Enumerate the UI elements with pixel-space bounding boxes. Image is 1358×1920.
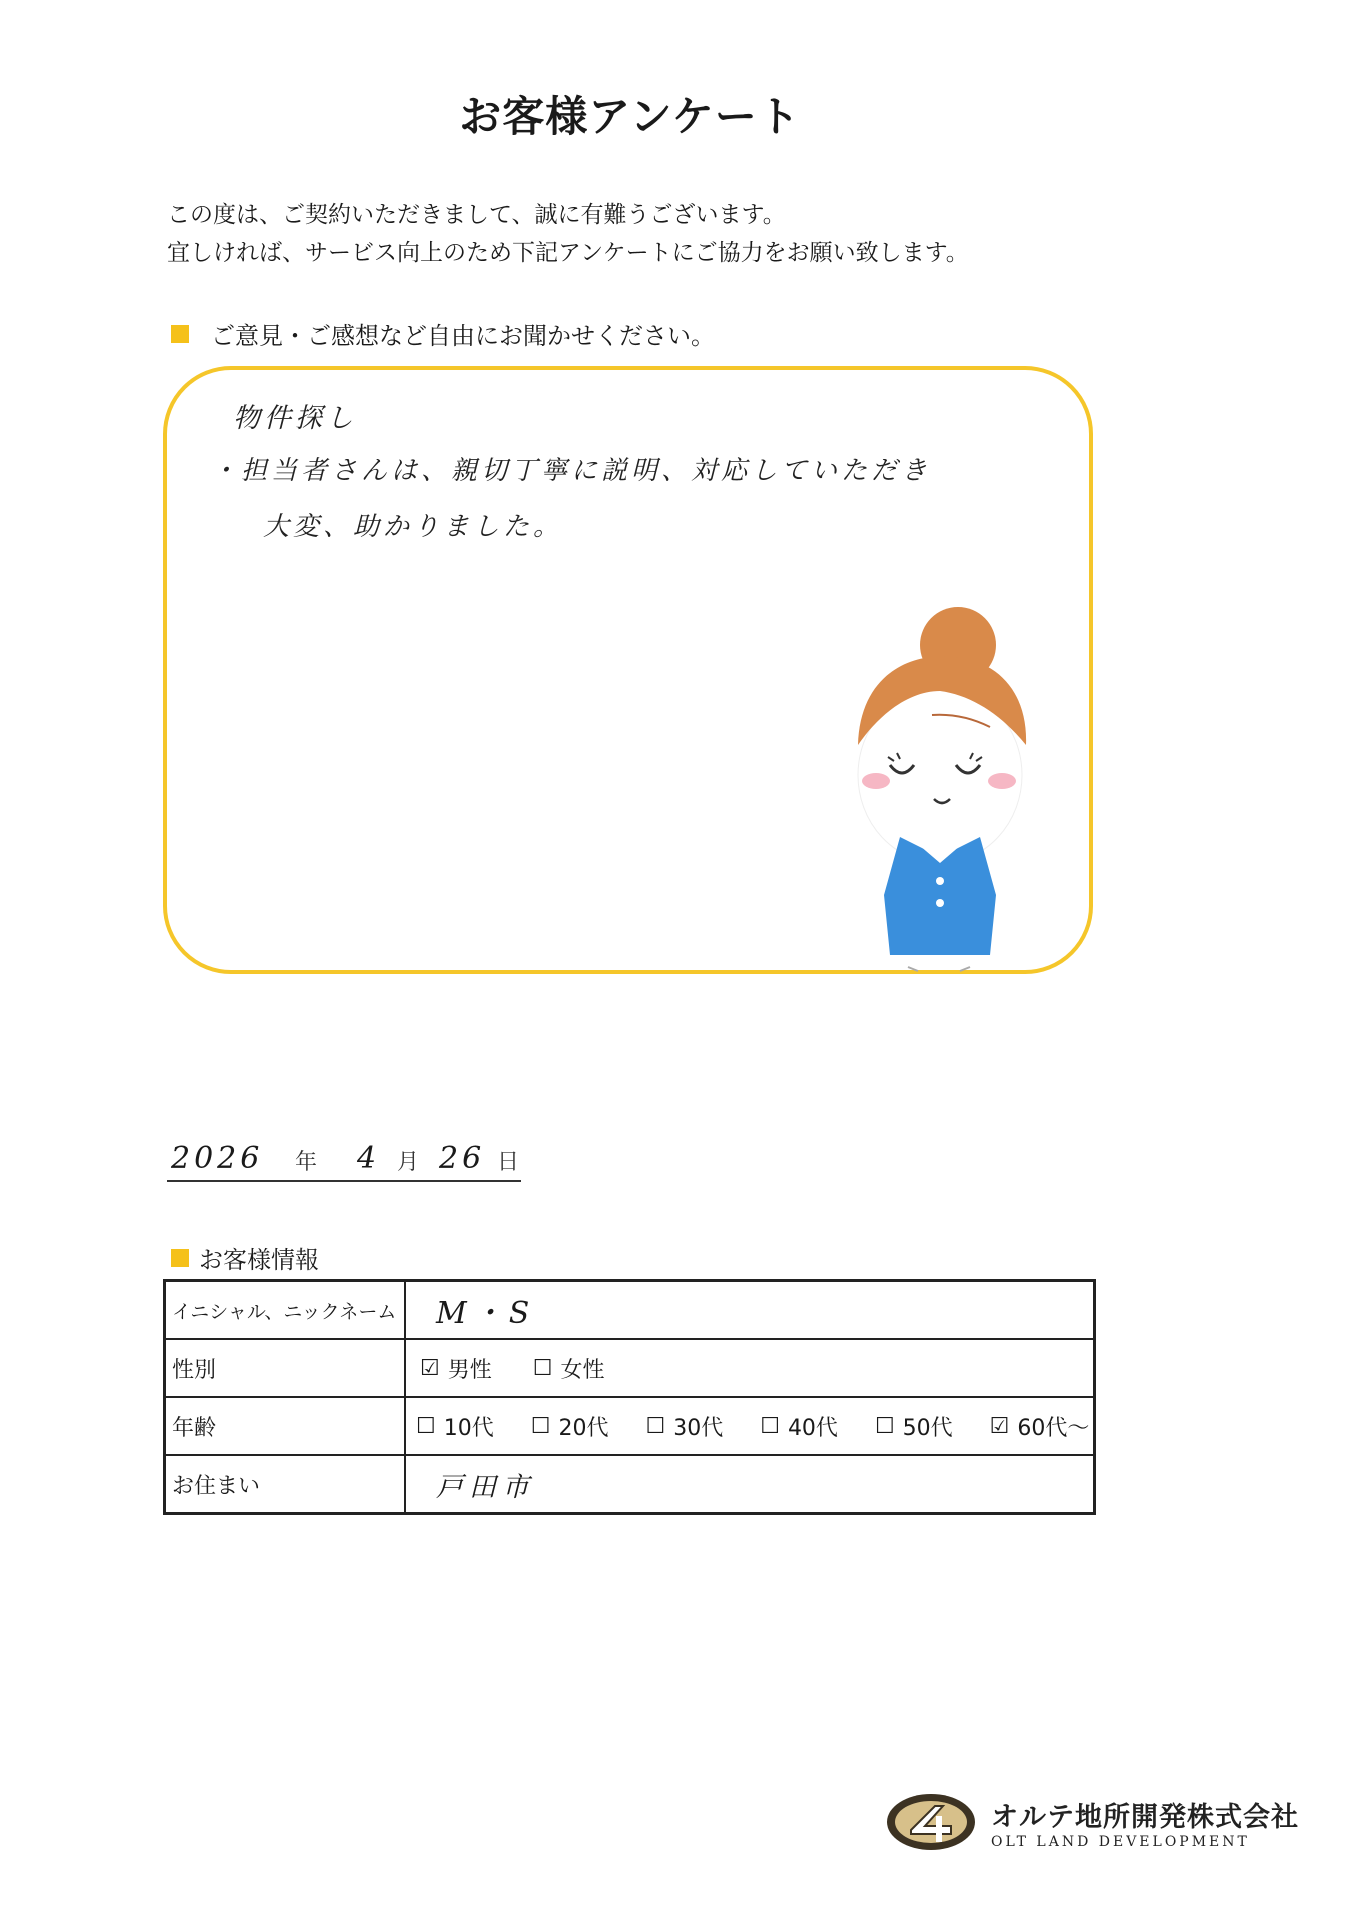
comment-line-2: ・担当者さんは、親切丁寧に説明、対応していただき (211, 456, 932, 486)
mascot-right-cheek (988, 773, 1016, 789)
table-row (165, 1397, 1095, 1455)
option-label: 女性 (560, 1357, 605, 1383)
option-label: 30代 (673, 1415, 724, 1441)
initials-field[interactable] (405, 1281, 1095, 1340)
checkbox-icon[interactable]: ☐ (416, 1413, 436, 1439)
page-title: お客様アンケート (459, 92, 801, 141)
residence-field[interactable] (405, 1455, 1095, 1514)
table-row (165, 1281, 1095, 1340)
comment-line-1: 物件探し (233, 403, 357, 434)
comment-heading-text: ご意見・ご感想など自由にお聞かせください。 (211, 322, 715, 350)
option-label: 40代 (787, 1415, 838, 1441)
age-option-40s[interactable] (760, 1411, 838, 1442)
checkbox-icon[interactable]: ☐ (874, 1413, 895, 1439)
age-option-50s[interactable] (875, 1411, 953, 1442)
checked-checkbox-icon[interactable]: ☑ (989, 1413, 1010, 1439)
date-year: 2026 (171, 1141, 264, 1176)
age-label: 年齢 (165, 1397, 406, 1455)
comment-line-3: 大変、助かりました。 (263, 512, 564, 542)
company-logo (885, 1792, 1299, 1852)
checked-checkbox-icon[interactable]: ☑ (420, 1355, 440, 1381)
date-field[interactable] (167, 1140, 521, 1182)
company-name-en: OLT LAND DEVELOPMENT (991, 1833, 1250, 1850)
age-option-10s[interactable] (416, 1411, 494, 1442)
checkbox-icon[interactable]: ☐ (760, 1413, 780, 1439)
age-option-30s[interactable] (645, 1411, 723, 1442)
checkbox-icon[interactable]: ☐ (645, 1413, 666, 1439)
yellow-square-bullet-icon (171, 1249, 189, 1267)
option-label: 男性 (447, 1357, 492, 1383)
option-label: 50代 (902, 1415, 953, 1441)
intro-line-1: この度は、ご契約いただきまして、誠に有難うございます。 (167, 202, 786, 228)
customer-section-heading (171, 1240, 319, 1275)
date-year-unit: 年 (295, 1150, 318, 1175)
customer-heading-text: お客様情報 (199, 1246, 319, 1274)
table-row (165, 1339, 1095, 1397)
residence-value: 戸田市 (436, 1471, 535, 1503)
date-day: 26 (439, 1141, 486, 1176)
option-label: 60代～ (1017, 1415, 1090, 1441)
checkbox-icon[interactable]: ☐ (530, 1413, 551, 1439)
gender-label: 性別 (165, 1339, 406, 1397)
mascot-left-cheek (862, 773, 890, 789)
intro-text (167, 196, 969, 272)
age-option-60s-plus[interactable] (990, 1411, 1090, 1442)
customer-info-table (163, 1279, 1096, 1515)
option-label: 20代 (558, 1415, 609, 1441)
age-options (405, 1397, 1095, 1455)
age-option-20s[interactable] (531, 1411, 609, 1442)
table-row (165, 1455, 1095, 1514)
mascot-illustration (850, 595, 1050, 975)
date-day-unit: 日 (497, 1150, 520, 1175)
company-name-jp: オルテ地所開発株式会社 (991, 1801, 1299, 1833)
gender-options (405, 1339, 1095, 1397)
comment-section-heading (171, 316, 715, 351)
date-month-unit: 月 (397, 1150, 420, 1175)
initials-label: イニシャル、ニックネーム (165, 1281, 406, 1340)
checkbox-icon[interactable]: ☐ (532, 1355, 553, 1381)
intro-line-2: 宜しければ、サービス向上のため下記アンケートにご協力をお願い致します。 (167, 240, 969, 266)
option-label: 10代 (443, 1415, 494, 1441)
initials-value: M・S (436, 1296, 536, 1331)
date-month: 4 (357, 1141, 381, 1176)
residence-label: お住まい (165, 1455, 406, 1514)
gender-option-female[interactable] (533, 1353, 605, 1384)
yellow-square-bullet-icon (171, 325, 189, 343)
gender-option-male[interactable] (420, 1353, 492, 1384)
company-emblem-icon (885, 1792, 977, 1852)
